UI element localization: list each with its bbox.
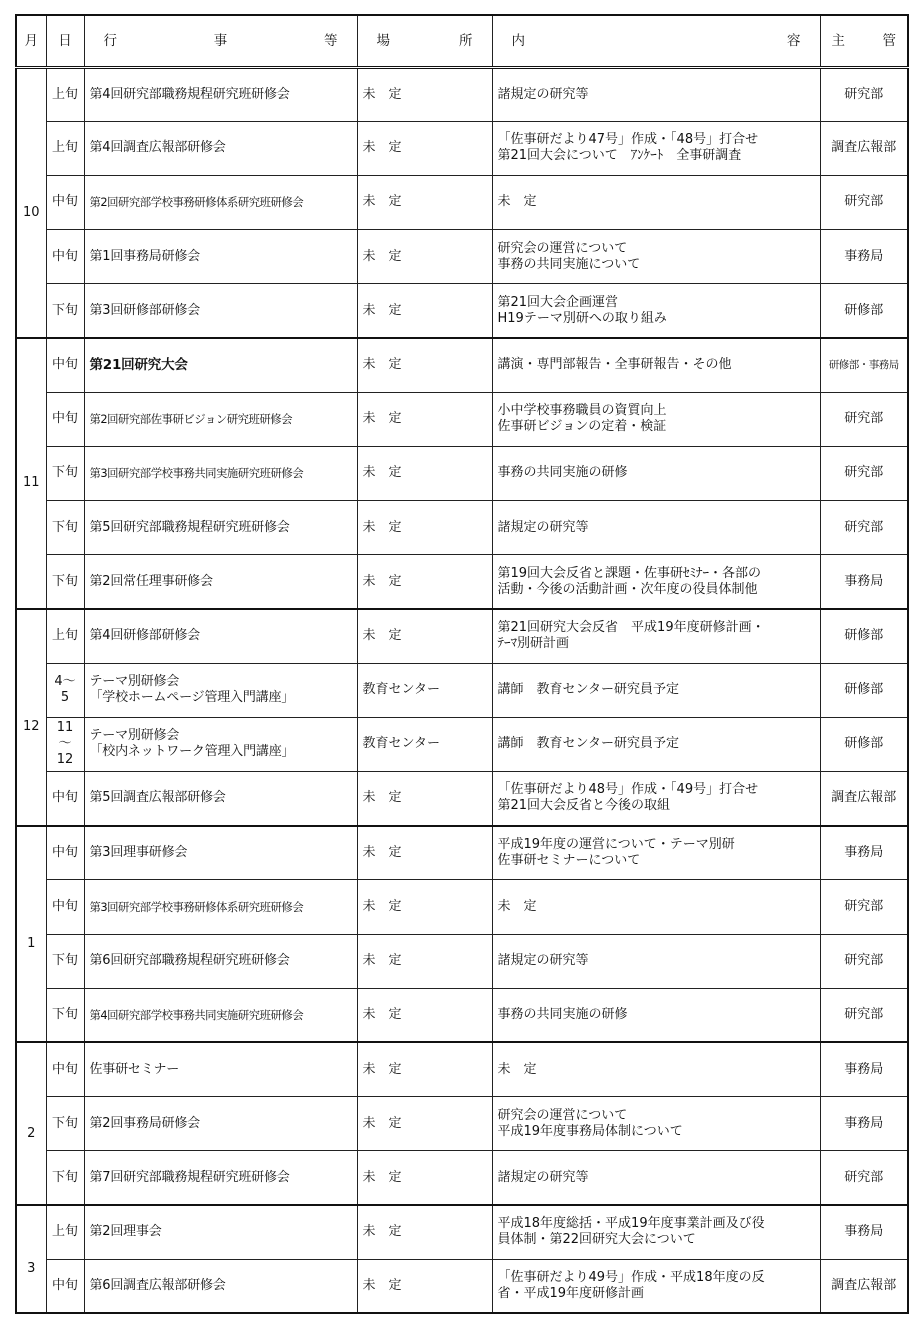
organizer-cell: 研究部 [820,501,908,555]
event-cell: 第1回事務局研修会 [84,230,357,284]
content-cell: 第19回大会反省と課題・佐事研ｾﾐﾅｰ・各部の 活動・今後の活動計画・次年度の役員体制他 [492,555,820,609]
place-cell: 未 定 [357,501,492,555]
table-row [16,663,908,717]
content-cell: 事務の共同実施の研修 [492,446,820,500]
day-cell: 下旬 [46,284,84,338]
header-organizer: 主 管 [820,15,908,67]
month-cell: 3 [16,1205,46,1313]
content-cell: 未 定 [492,175,820,229]
day-cell: 下旬 [46,988,84,1042]
place-cell: 教育センター [357,717,492,771]
content-cell: 第21回研究大会反省 平成19年度研修計画・ ﾃｰﾏ別研計画 [492,609,820,663]
place-cell: 未 定 [357,446,492,500]
event-cell: 第4回調査広報部研修会 [84,121,357,175]
place-cell: 未 定 [357,934,492,988]
table-row [16,555,908,609]
content-cell: 諸規定の研究等 [492,934,820,988]
event-cell: 第6回調査広報部研修会 [84,1259,357,1313]
day-cell: 中旬 [46,771,84,825]
event-cell: 第2回常任理事研修会 [84,555,357,609]
organizer-cell: 調査広報部 [820,1259,908,1313]
day-cell: 下旬 [46,446,84,500]
table-row [16,230,908,284]
table-row [16,717,908,771]
content-cell: 研究会の運営について 平成19年度事務局体制について [492,1097,820,1151]
event-cell: 第5回研究部職務規程研究班研修会 [84,501,357,555]
header-content: 内 容 [492,15,820,67]
table-row [16,934,908,988]
table-row [16,771,908,825]
header-day: 日 [46,15,84,67]
place-cell: 未 定 [357,121,492,175]
place-cell: 未 定 [357,609,492,663]
organizer-cell: 事務局 [820,1097,908,1151]
organizer-cell: 研究部 [820,988,908,1042]
content-cell: 未 定 [492,1042,820,1096]
content-cell: 諸規定の研究等 [492,1151,820,1205]
organizer-cell: 研究部 [820,446,908,500]
content-cell: 諸規定の研究等 [492,501,820,555]
day-cell: 中旬 [46,175,84,229]
place-cell: 未 定 [357,392,492,446]
event-cell: 第2回研究部佐事研ビジョン研究班研修会 [84,392,357,446]
place-cell: 未 定 [357,175,492,229]
event-cell: テーマ別研修会 「学校ホームページ管理入門講座」 [84,663,357,717]
header-place: 場 所 [357,15,492,67]
place-cell: 未 定 [357,1151,492,1205]
place-cell: 未 定 [357,1259,492,1313]
content-cell: 講師 教育センター研究員予定 [492,663,820,717]
content-cell: 「佐事研だより47号」作成・「48号」打合せ 第21回大会について ｱﾝｹｰﾄ 全事研調査 [492,121,820,175]
table-row [16,284,908,338]
place-cell: 未 定 [357,338,492,392]
content-cell: 平成18年度総括・平成19年度事業計画及び役 員体制・第22回研究大会について [492,1205,820,1259]
day-cell: 中旬 [46,880,84,934]
organizer-cell: 事務局 [820,555,908,609]
event-cell: テーマ別研修会 「校内ネットワーク管理入門講座」 [84,717,357,771]
place-cell: 未 定 [357,230,492,284]
table-row [16,1042,908,1096]
day-cell: 中旬 [46,230,84,284]
day-cell: 上旬 [46,1205,84,1259]
event-cell: 第2回理事会 [84,1205,357,1259]
table-row [16,988,908,1042]
organizer-cell: 研修部 [820,663,908,717]
header-month: 月 [16,15,46,67]
day-cell: 4〜 5 [46,663,84,717]
place-cell: 未 定 [357,67,492,121]
content-cell: 平成19年度の運営について・テーマ別研 佐事研セミナーについて [492,826,820,880]
place-cell: 未 定 [357,284,492,338]
content-cell: 事務の共同実施の研修 [492,988,820,1042]
organizer-cell: 研究部 [820,934,908,988]
day-cell: 下旬 [46,1097,84,1151]
day-cell: 11 〜 12 [46,717,84,771]
header-event: 行 事 等 [84,15,357,67]
content-cell: 研究会の運営について 事務の共同実施について [492,230,820,284]
event-cell: 佐事研セミナー [84,1042,357,1096]
event-cell: 第4回研修部研修会 [84,609,357,663]
month-cell: 11 [16,338,46,609]
schedule-table [15,14,909,1314]
organizer-cell: 研究部 [820,880,908,934]
organizer-cell: 研究部 [820,175,908,229]
event-cell: 第3回理事研修会 [84,826,357,880]
content-cell: 未 定 [492,880,820,934]
day-cell: 下旬 [46,934,84,988]
organizer-cell: 事務局 [820,1205,908,1259]
month-cell: 12 [16,609,46,826]
day-cell: 中旬 [46,392,84,446]
organizer-cell: 研究部 [820,392,908,446]
event-cell: 第6回研究部職務規程研究班研修会 [84,934,357,988]
event-cell: 第3回研究部学校事務研修体系研究班研修会 [84,880,357,934]
day-cell: 中旬 [46,1042,84,1096]
event-cell: 第5回調査広報部研修会 [84,771,357,825]
organizer-cell: 研修部 [820,609,908,663]
table-row [16,1259,908,1313]
organizer-cell: 調査広報部 [820,771,908,825]
organizer-cell: 事務局 [820,1042,908,1096]
event-cell: 第21回研究大会 [84,338,357,392]
table-row [16,1151,908,1205]
place-cell: 未 定 [357,826,492,880]
organizer-cell: 研修部 [820,717,908,771]
event-cell: 第2回事務局研修会 [84,1097,357,1151]
content-cell: 「佐事研だより49号」作成・平成18年度の反 省・平成19年度研修計画 [492,1259,820,1313]
table-row [16,1205,908,1259]
day-cell: 中旬 [46,1259,84,1313]
table-row [16,1097,908,1151]
schedule-body [16,67,908,1313]
table-row [16,392,908,446]
place-cell: 未 定 [357,555,492,609]
organizer-cell: 事務局 [820,230,908,284]
place-cell: 未 定 [357,1042,492,1096]
organizer-cell: 研究部 [820,1151,908,1205]
table-row [16,338,908,392]
place-cell: 未 定 [357,1205,492,1259]
event-cell: 第4回研究部職務規程研究班研修会 [84,67,357,121]
day-cell: 上旬 [46,121,84,175]
place-cell: 未 定 [357,880,492,934]
table-row [16,826,908,880]
organizer-cell: 事務局 [820,826,908,880]
table-row [16,67,908,121]
organizer-cell: 調査広報部 [820,121,908,175]
organizer-cell: 研究部 [820,67,908,121]
month-cell: 10 [16,67,46,338]
event-cell: 第4回研究部学校事務共同実施研究班研修会 [84,988,357,1042]
content-cell: 「佐事研だより48号」作成・「49号」打合せ 第21回大会反省と今後の取組 [492,771,820,825]
place-cell: 教育センター [357,663,492,717]
header-row [16,15,908,67]
day-cell: 上旬 [46,67,84,121]
event-cell: 第3回研修部研修会 [84,284,357,338]
table-row [16,880,908,934]
table-row [16,175,908,229]
content-cell: 講師 教育センター研究員予定 [492,717,820,771]
place-cell: 未 定 [357,1097,492,1151]
organizer-cell: 研修部 [820,284,908,338]
day-cell: 中旬 [46,338,84,392]
table-row [16,501,908,555]
content-cell: 諸規定の研究等 [492,67,820,121]
day-cell: 下旬 [46,1151,84,1205]
table-row [16,446,908,500]
day-cell: 上旬 [46,609,84,663]
place-cell: 未 定 [357,771,492,825]
content-cell: 講演・専門部報告・全事研報告・その他 [492,338,820,392]
table-row [16,121,908,175]
month-cell: 2 [16,1042,46,1205]
day-cell: 下旬 [46,555,84,609]
day-cell: 下旬 [46,501,84,555]
place-cell: 未 定 [357,988,492,1042]
event-cell: 第2回研究部学校事務研修体系研究班研修会 [84,175,357,229]
day-cell: 中旬 [46,826,84,880]
organizer-cell: 研修部・事務局 [820,338,908,392]
table-row [16,609,908,663]
content-cell: 小中学校事務職員の資質向上 佐事研ビジョンの定着・検証 [492,392,820,446]
event-cell: 第3回研究部学校事務共同実施研究班研修会 [84,446,357,500]
content-cell: 第21回大会企画運営 H19テーマ別研への取り組み [492,284,820,338]
month-cell: 1 [16,826,46,1043]
event-cell: 第7回研究部職務規程研究班研修会 [84,1151,357,1205]
